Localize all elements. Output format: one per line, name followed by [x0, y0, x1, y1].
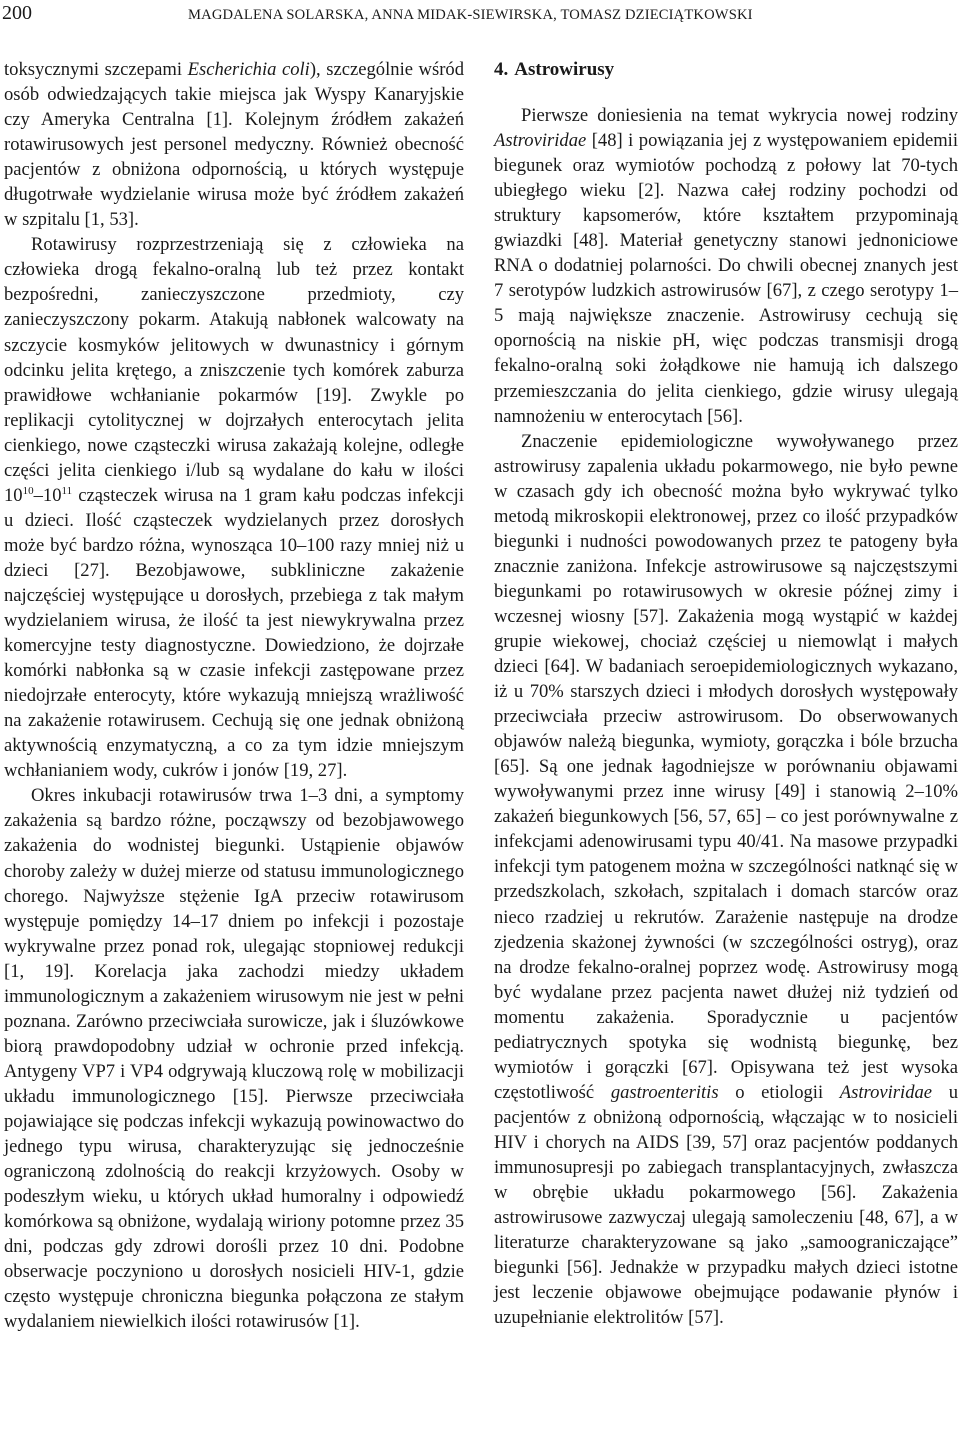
italic-term: Astroviridae	[839, 1081, 933, 1103]
page-header	[0, 0, 960, 30]
text-run: [48] i powiązania jej z występowaniem epidemii biegunek oraz wymiotów pochodzą z połowy lat 70-tych ubiegłego wieku [2]. Nazwa całej rodziny pochodzi od struktury kapsomerów, które kształtem przypominają gwiazdki [48]. Materiał genetyczny stanowi jednoniciowe RNA o dodatniej polarności. Do chwili obecnej znanych jest 7 serotypów ludzkich astrowirusów [67], z czego serotypy 1–5 mają największe znaczenie. Astrowirusy cechują się opornością na niskie pH, więc podczas transmisji drogą fekalno-oralną soki żołądkowe nie hamują ich dalszego przemieszczania do jelita cienkiego, gdzie wirusy ulegają namnożeniu w enterocytach [56].	[494, 130, 958, 427]
superscript-exponent: 10	[22, 484, 34, 497]
italic-term: Astroviridae	[494, 130, 587, 152]
italic-term: gastroenteritis	[610, 1081, 719, 1103]
paragraph	[494, 103, 958, 429]
text-run: Rotawirusy rozprzestrzeniają się z człowieka na człowieka drogą fekalno-oralną lub też przez kontakt bezpośredni, zanieczyszczone przedmioty, czy zanieczyszczony pokarm. Atakują nabłonek walcowaty na szczycie kosmyków jelitowych w dwunastnicy i górnym odcinku jelita krętego, a zniszczenie tych komórek zaburza prawidłowe wchłanianie pokarmów [19]. Zwykle po replikacji cytolitycznej w dojrzałych enterocytach jelita cienkiego, nowe cząsteczki wirusa zakażają kolejne, odległe części jelita cienkiego i/lub są wydalane do kału w ilości 10	[4, 234, 464, 506]
paragraph	[4, 232, 464, 783]
text-run: u pacjentów z obniżoną odpornością, włączając w to nosicieli HIV i chorych na AIDS [39, 57] oraz pacjentów poddanych immunosupresji po zabiegach transplantacyjnych, zwłaszcza w obrębie układu pokarmowego [56]. Zakażenia astrowirusowe zazwyczaj ulegają samoleczeniu [48, 67], a w literaturze charakteryzowane są jako „samoograniczające” biegunki [56]. Jednakże w przypadku małych dzieci istotne jest leczenie objawowe obejmujące podawanie płynów i uzupełnianie elektrolitów [57].	[494, 1081, 958, 1329]
paragraph	[4, 783, 464, 1334]
section-heading	[494, 57, 958, 82]
text-run: Okres inkubacji rotawirusów trwa 1–3 dni, a symptomy zakażenia są bardzo różne, począwszy od bezobjawowego zakażenia do wodnistej biegunki. Ustąpienie objawów choroby zależy w dużej mierze od statusu immunologicznego chorego. Najwyższe stężenie IgA przeciw rotawirusom występuje pomiędzy 14–17 dniem po infekcji i pozostaje wykrywalne przez ponad rok, ulegając stopniowej redukcji [1, 19]. Korelacja jaka zachodzi miedzy układem immunologicznym a zakażeniem wirusowym nie jest w pełni poznana. Zarówno przeciwciała surowicze, jak i śluzówkowe biorą prawdopodobny udział w ochronie przed infekcją. Antygeny VP7 i VP4 odgrywają kluczową rolę w mobilizacji układu immunologicznego [15]. Pierwsze przeciwciała pojawiające się podczas infekcji wykazują powinowactwo do jednego typu wirusa, charakteryzując się jednocześnie ograniczoną zdolnością do reakcji krzyżowych. Osoby w podeszłym wieku, u których układ humoralny i odpowiedź komórkowa są obniżone, wydalają wiriony potomne przez 35 dni, podczas gdy zdrowi dorośli przez 10 dni. Podobne obserwacje poczyniono u dorosłych nosicieli HIV-1, gdzie często występuje chroniczna biegunka połączona ze stałym wydalaniem niewielkich ilości rotawirusów [1].	[4, 785, 464, 1333]
section-number: 4.	[494, 59, 509, 80]
text-run: cząsteczek wirusa na 1 gram kału podczas infekcji u dzieci. Ilość cząsteczek wydzielanych przez dorosłych może być bardzo różna, wynosząca 10–100 razy mniej niż u dzieci [27]. Bezobjawowe, subkliniczne zakażenie najczęściej występujące u dorosłych, przebiega z tak małym wydzielaniem wirusa, że ilość ta jest niewykrywalna przez komercyjne testy diagnostyczne. Dowiedziono, że dojrzałe komórki nabłonka są w czasie infekcji zastępowane przez niedojrzałe enterocyty, które wykazują mniejszą wrażliwość na zakażenie rotawirusem. Cechują się one jednak obniżoną aktywnością enzymatyczną, a co za tym idzie mniejszym wchłanianiem wody, cukrów i jonów [19, 27].	[4, 484, 464, 782]
right-column	[494, 57, 958, 1330]
section-title: Astrowirusy	[514, 59, 615, 80]
page-number: 200	[2, 2, 32, 24]
text-run: toksycznymi szczepami	[4, 59, 188, 80]
text-run: Pierwsze doniesienia na temat wykrycia nowej rodziny	[521, 105, 958, 126]
superscript-exponent: 11	[61, 484, 73, 497]
text-run: o etiologii	[718, 1081, 840, 1103]
italic-term: Escherichia coli	[187, 59, 310, 80]
paragraph	[4, 57, 464, 232]
left-column	[4, 57, 464, 1334]
running-head-authors: MAGDALENA SOLARSKA, ANNA MIDAK-SIEWIRSKA, TOMASZ DZIECIĄTKOWSKI	[188, 7, 753, 23]
text-run: ), szczególnie wśród osób odwiedzających takie miejsca jak Wyspy Kanaryjskie czy Ameryka Centralna [1]. Kolejnym źródłem zakażeń rotawirusowych jest personel medyczny. Również obecność pacjentów z obniżona odpornością, u których występuje długotrwałe wydzielanie wirusa może być źródłem zakażeń w szpitalu [1, 53].	[4, 59, 465, 231]
text-run: –10	[33, 484, 62, 506]
text-run: Znaczenie epidemiologiczne wywoływanego przez astrowirusy zapalenia układu pokarmowego, nie było pewne w czasach gdy ich obecność można było wykrywać tylko metodą mikroskopii elektronowej, przez co ilość przypadków biegunki i nudności powodowanych przez te patogeny była znacznie zaniżona. Infekcje astrowirusowe są najczęstszymi biegunkami po rotawirusowych w okresie późnej zimy i wczesnej wiosny [57]. Zakażenia mogą wystąpić w każdej grupie wiekowej, chociaż częściej u niemowląt i małych dzieci [64]. W badaniach seroepidemiologicznych wykazano, iż u 70% starszych dzieci i młodych dorosłych występowały przeciwciała przeciw astrowirusom. Do obserwowanych objawów należą biegunka, wymioty, gorączka i bóle brzucha [65]. Są one jednak łagodniejsze w porównaniu objawami wywoływanymi przez inne wirusy [49] i stanowią 2–10% zakażeń biegunkowych [56, 57, 65] – co jest porównywalne z infekcjami adenowirusami typu 40/41. Na masowe przypadki infekcji tym patogenem można w szczególności natknąć się w przedszkolach, szkołach, szpitalach i domach starców oraz nieco rzadziej u rekrutów. Zarażenie następuje na drodze zjedzenia skażonej żywności (w szczególności ostryg), oraz na drodze fekalno-oralnej poprzez wodę. Astrowirusy mogą być wydalane przez pacjenta nawet dłużej niż tydzień od momentu zakażenia. Sporadycznie u pacjentów pediatrycznych spotyka się wodnistą biegunkę, bez wymiotów i gorączki [67]. Opisywana też jest wysoka częstotliwość	[494, 430, 958, 1103]
paragraph	[494, 429, 958, 1331]
